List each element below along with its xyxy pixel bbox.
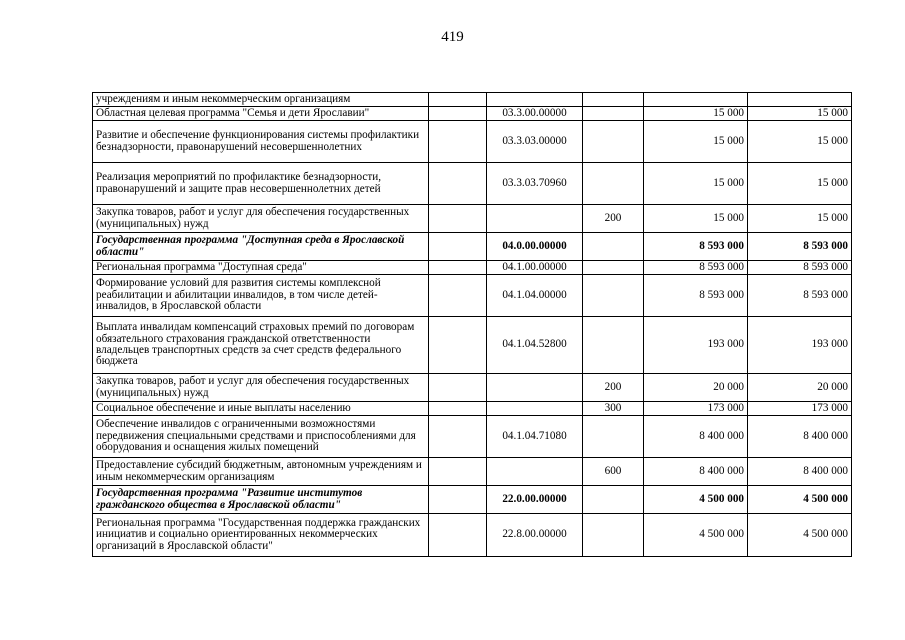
row-expense-type: 200 [583,374,644,402]
table-row [93,374,852,402]
row-code: 03.3.00.00000 [487,107,583,121]
row-name: Формирование условий для развития системы комплексной реабилитации и абилитации инвалидов, в том числе детей-инвалидов, в Ярославской области [93,275,429,317]
row-spacer [429,514,487,557]
row-amount-1: 8 593 000 [644,261,748,275]
row-expense-type: 200 [583,205,644,233]
row-amount-2: 8 400 000 [748,458,852,486]
row-spacer [429,416,487,458]
row-amount-2: 8 400 000 [748,416,852,458]
row-amount-2 [748,93,852,107]
row-code [487,374,583,402]
row-code: 22.8.00.00000 [487,514,583,557]
row-expense-type: 300 [583,402,644,416]
row-spacer [429,205,487,233]
row-amount-2: 20 000 [748,374,852,402]
row-expense-type [583,275,644,317]
row-expense-type [583,107,644,121]
row-code: 22.0.00.00000 [487,486,583,514]
row-name: Социальное обеспечение и иные выплаты населению [93,402,429,416]
row-amount-2: 8 593 000 [748,275,852,317]
row-expense-type [583,121,644,163]
row-name: Развитие и обеспечение функционирования системы профилактики безнадзорности, правонарушений несовершеннолетних [93,121,429,163]
row-amount-1: 4 500 000 [644,486,748,514]
row-name: Выплата инвалидам компенсаций страховых премий по договорам обязательного страхования гражданской ответственности владельцев транспортных средств за счет средств федерального бюджета [93,317,429,374]
row-expense-type [583,261,644,275]
table-row [93,486,852,514]
row-name: Региональная программа "Доступная среда" [93,261,429,275]
page-number: 419 [441,29,464,45]
row-name: Предоставление субсидий бюджетным, автономным учреждениям и иным некоммерческим организациям [93,458,429,486]
row-amount-2: 8 593 000 [748,233,852,261]
row-amount-1 [644,93,748,107]
table-row [93,275,852,317]
row-name: Закупка товаров, работ и услуг для обеспечения государственных (муниципальных) нужд [93,374,429,402]
row-amount-1: 193 000 [644,317,748,374]
row-name: Обеспечение инвалидов с ограниченными возможностями передвижения специальными средствами и приспособлениями для оборудования и оснащения жилых помещений [93,416,429,458]
row-amount-1: 8 400 000 [644,458,748,486]
row-amount-1: 173 000 [644,402,748,416]
row-amount-2: 15 000 [748,107,852,121]
table-row [93,317,852,374]
row-amount-1: 15 000 [644,121,748,163]
row-amount-1: 8 400 000 [644,416,748,458]
row-expense-type [583,514,644,557]
table-row [93,163,852,205]
table-row [93,107,852,121]
row-code: 04.1.04.00000 [487,275,583,317]
row-expense-type [583,486,644,514]
table-row [93,458,852,486]
row-amount-2: 193 000 [748,317,852,374]
row-amount-2: 15 000 [748,121,852,163]
row-code: 04.0.00.00000 [487,233,583,261]
table-row [93,261,852,275]
table-row [93,402,852,416]
row-amount-2: 173 000 [748,402,852,416]
row-amount-1: 4 500 000 [644,514,748,557]
row-spacer [429,121,487,163]
row-name: Государственная программа "Развитие институтов гражданского общества в Ярославской области" [93,486,429,514]
row-amount-2: 4 500 000 [748,514,852,557]
budget-table [92,92,852,557]
row-expense-type [583,163,644,205]
row-spacer [429,275,487,317]
row-code: 04.1.04.52800 [487,317,583,374]
row-amount-2: 8 593 000 [748,261,852,275]
row-expense-type [583,416,644,458]
row-expense-type [583,233,644,261]
row-name: Закупка товаров, работ и услуг для обеспечения государственных (муниципальных) нужд [93,205,429,233]
row-spacer [429,486,487,514]
row-amount-1: 15 000 [644,205,748,233]
row-name: Областная целевая программа "Семья и дети Ярославии" [93,107,429,121]
row-spacer [429,374,487,402]
row-name: учреждениям и иным некоммерческим организациям [93,93,429,107]
row-amount-1: 15 000 [644,107,748,121]
table-row [93,93,852,107]
row-code: 03.3.03.00000 [487,121,583,163]
row-code [487,458,583,486]
table-row [93,121,852,163]
row-spacer [429,93,487,107]
row-expense-type: 600 [583,458,644,486]
table-row [93,205,852,233]
row-amount-1: 15 000 [644,163,748,205]
row-code: 04.1.00.00000 [487,261,583,275]
row-spacer [429,261,487,275]
table-row [93,514,852,557]
row-name: Региональная программа "Государственная поддержка гражданских инициатив и социально ориентированных некоммерческих организаций в Ярославской области" [93,514,429,557]
row-amount-2: 15 000 [748,163,852,205]
row-spacer [429,163,487,205]
row-spacer [429,233,487,261]
row-name: Государственная программа "Доступная среда в Ярославской области" [93,233,429,261]
row-spacer [429,317,487,374]
row-code [487,205,583,233]
row-code: 03.3.03.70960 [487,163,583,205]
row-expense-type [583,93,644,107]
row-spacer [429,402,487,416]
table-body [93,93,852,557]
row-amount-1: 8 593 000 [644,233,748,261]
row-amount-1: 8 593 000 [644,275,748,317]
table-row [93,233,852,261]
row-name: Реализация мероприятий по профилактике безнадзорности, правонарушений и защите прав несовершеннолетних детей [93,163,429,205]
row-amount-1: 20 000 [644,374,748,402]
row-code [487,402,583,416]
row-code [487,93,583,107]
row-amount-2: 15 000 [748,205,852,233]
row-expense-type [583,317,644,374]
row-spacer [429,458,487,486]
row-code: 04.1.04.71080 [487,416,583,458]
row-amount-2: 4 500 000 [748,486,852,514]
row-spacer [429,107,487,121]
table-row [93,416,852,458]
